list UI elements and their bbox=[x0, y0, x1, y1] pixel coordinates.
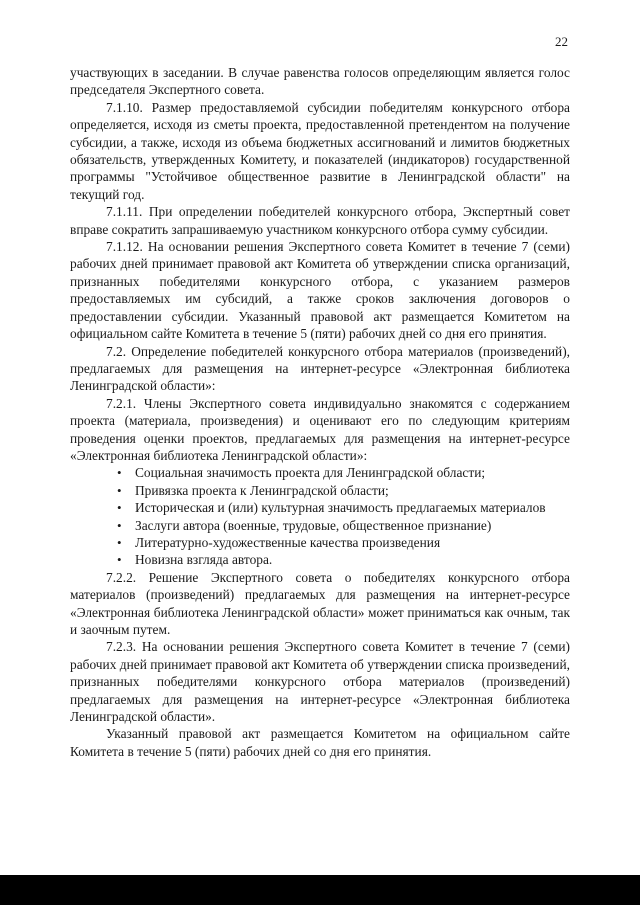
list-item bbox=[70, 482, 570, 499]
list-item bbox=[70, 551, 570, 568]
list-item bbox=[70, 517, 570, 534]
document-body bbox=[70, 64, 570, 760]
list-item bbox=[70, 499, 570, 516]
paragraphs-top bbox=[70, 64, 570, 464]
paragraph-7-1-12: 7.1.12. На основании решения Экспертного совета Комитет в течение 7 (семи) рабочих дней принимает правовой акт Комитета об утверждении списка организаций, признанных победителями конкурсного отбора, с указанием размеров предоставляемых им субсидий, а также сроков заключения договоров о предоставлении субсидии. Указанный правовой акт размещается Комитетом на официальном сайте Комитета в течение 5 (пяти) рабочих дней со дня его принятия. bbox=[70, 239, 570, 342]
list-item-text: Социальная значимость проекта для Ленинградской области; bbox=[135, 465, 486, 481]
list-item bbox=[70, 534, 570, 551]
paragraph: участвующих в заседании. В случае равенства голосов определяющим является голос председателя Экспертного совета. bbox=[70, 65, 570, 98]
list-item bbox=[70, 464, 570, 481]
bullet-icon: • bbox=[117, 482, 122, 498]
scan-border-bottom bbox=[0, 875, 640, 905]
paragraph-7-2-1: 7.2.1. Члены Экспертного совета индивидуально знакомятся с содержанием проекта (материала, произведения) и оценивают его по следующим критериям проведения оценки проектов, предлагаемых для размещения на интернет-ресурсе «Электронная библиотека Ленинградской области»: bbox=[70, 395, 570, 463]
bullet-icon: • bbox=[117, 552, 122, 568]
paragraph-7-1-10: 7.1.10. Размер предоставляемой субсидии победителям конкурсного отбора определяется, исходя из сметы проекта, предоставленной претендентом на получение субсидии, а также, исходя из объема бюджетных ассигнований и лимитов бюджетных обязательств, утвержденных Комитету, и показателей (индикаторов) государственной программы "Устойчивое общественное развитие в Ленинградской области" на текущий год. bbox=[70, 99, 570, 202]
bullet-icon: • bbox=[117, 500, 122, 516]
paragraph-publication: Указанный правовой акт размещается Комитетом на официальном сайте Комитета в течение 5 (пяти) рабочих дней со дня его принятия. bbox=[70, 726, 570, 759]
list-item-text: Привязка проекта к Ленинградской области; bbox=[135, 482, 389, 498]
page-number: 22 bbox=[555, 34, 568, 49]
criteria-list bbox=[70, 464, 570, 568]
list-item-text: Новизна взгляда автора. bbox=[135, 552, 273, 568]
paragraph-7-2: 7.2. Определение победителей конкурсного отбора материалов (произведений), предлагаемых для размещения на интернет-ресурсе «Электронная библиотека Ленинградской области»: bbox=[70, 343, 570, 394]
list-item-text: Историческая и (или) культурная значимость предлагаемых материалов bbox=[135, 500, 546, 516]
list-item-text: Заслуги автора (военные, трудовые, общественное признание) bbox=[135, 517, 492, 533]
bullet-icon: • bbox=[117, 534, 122, 550]
paragraph-7-2-2: 7.2.2. Решение Экспертного совета о победителях конкурсного отбора материалов (произведений) предлагаемых для размещения на интернет-ресурсе «Электронная библиотека Ленинградской области» может приниматься как очным, так и заочным путем. bbox=[70, 569, 570, 637]
paragraph-7-1-11: 7.1.11. При определении победителей конкурсного отбора, Экспертный совет вправе сократить запрашиваемую участником конкурсного отбора сумму субсидии. bbox=[70, 204, 570, 237]
paragraphs-bottom bbox=[70, 569, 570, 760]
paragraph-7-2-3: 7.2.3. На основании решения Экспертного совета Комитет в течение 7 (семи) рабочих дней принимает правовой акт Комитета об утверждении списка произведений, признанных победителями конкурсного отбора материалов (произведений) предлагаемых для размещения на интернет-ресурсе «Электронная библиотека Ленинградской области». bbox=[70, 639, 570, 725]
list-item-text: Литературно-художественные качества произведения bbox=[135, 534, 441, 550]
bullet-icon: • bbox=[117, 465, 122, 481]
bullet-icon: • bbox=[117, 517, 122, 533]
